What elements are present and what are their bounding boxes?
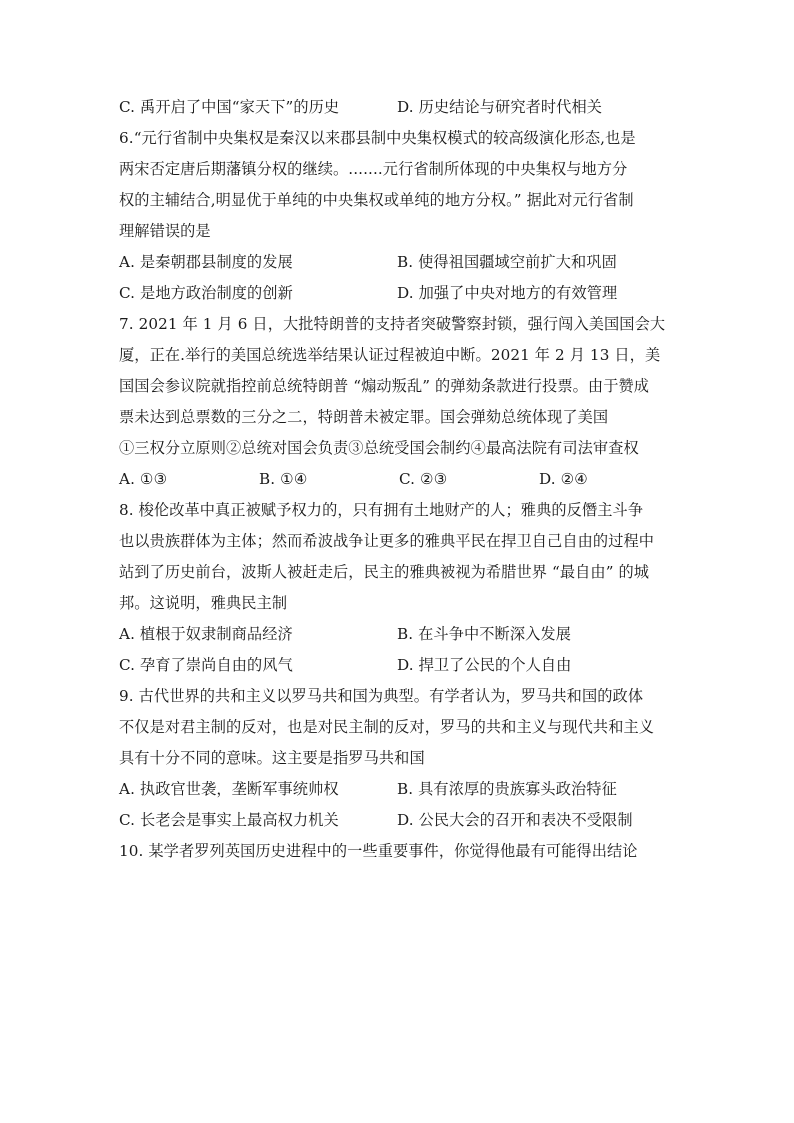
question-8-stem-line: 邦。这说明，雅典民主制 [119,594,288,612]
question-9-stem-line: 9. 古代世界的共和主义以罗马共和国为典型。有学者认为，罗马共和国的政体 [119,687,644,705]
question-9-stem-line: 具有十分不同的意味。这主要是指罗马共和国 [119,749,425,767]
question-9 [119,681,679,836]
question-6-stem-line: 权的主辅结合,明显优于单纯的中央集权或单纯的地方分权。” 据此对元行省制 [119,191,634,209]
question-6 [119,123,679,309]
option-c: C. 长老会是事实上最高权力机关 [119,811,339,829]
option-c: C. 禹开启了中国“家天下”的历史 [119,98,340,116]
question-7-stem-line: 票未达到总票数的三分之二，特朗普未被定罪。国会弹劾总统体现了美国 [119,408,609,426]
question-8 [119,495,679,681]
option-c: C. 是地方政治制度的创新 [119,284,293,302]
question-7-stem-line: 国国会参议院就指控前总统特朗普 “煽动叛乱” 的弹劾条款进行投票。由于赞成 [119,377,650,395]
question-8-stem-line: 站到了历史前台，波斯人被赶走后，民主的雅典被视为希腊世界 “最自由” 的城 [119,563,650,581]
option-c: C. ②③ [399,470,448,488]
option-a: A. ①③ [119,470,168,488]
option-b: B. 使得祖国疆域空前扩大和巩固 [397,253,617,271]
question-10-stem-line: 10. 某学者罗列英国历史进程中的一些重要事件，你觉得他最有可能得出结论 [119,842,638,860]
option-d: D. 捍卫了公民的个人自由 [397,656,572,674]
question-8-options-ab [119,619,679,650]
prev-question-options [119,92,679,123]
question-9-stem-line: 不仅是对君主制的反对，也是对民主制的反对，罗马的共和主义与现代共和主义 [119,718,655,736]
option-c: C. 孕育了崇尚自由的风气 [119,656,293,674]
option-b: B. 在斗争中不断深入发展 [397,625,571,643]
question-10 [119,836,679,867]
option-d: D. 加强了中央对地方的有效管理 [397,284,618,302]
exam-page [119,92,679,867]
question-7 [119,309,679,495]
option-a: A. 是秦朝郡县制度的发展 [119,253,293,271]
option-d: D. ②④ [539,470,589,488]
question-6-stem-line: 两宋否定唐后期藩镇分权的继续。.......元行省制所体现的中央集权与地方分 [119,160,628,178]
option-a: A. 执政官世袭，垄断军事统帅权 [119,780,339,798]
question-7-stem-line: 7. 2021 年 1 月 6 日，大批特朗普的支持者突破警察封锁，强行闯入美国国会大 [119,315,666,333]
question-6-stem-line: 6.“元行省制中央集权是秦汉以来郡县制中央集权模式的较高级演化形态,也是 [119,129,636,147]
question-7-options [119,464,679,495]
question-9-options-ab [119,774,679,805]
option-d: D. 历史结论与研究者时代相关 [397,98,603,116]
question-8-stem-line: 也以贵族群体为主体；然而希波战争让更多的雅典平民在捍卫自己自由的过程中 [119,532,655,550]
question-7-stem-line: ①三权分立原则②总统对国会负责③总统受国会制约④最高法院有司法审查权 [119,439,639,457]
question-6-options-cd [119,278,679,309]
question-8-options-cd [119,650,679,681]
question-8-stem-line: 8. 梭伦改革中真正被赋予权力的，只有拥有土地财产的人；雅典的反僭主斗争 [119,501,644,519]
question-7-stem-line: 厦，正在.举行的美国总统选举结果认证过程被迫中断。2021 年 2 月 13 日，美 [119,346,661,364]
option-b: B. ①④ [259,470,308,488]
option-a: A. 植根于奴隶制商品经济 [119,625,293,643]
option-d: D. 公民大会的召开和表决不受限制 [397,811,633,829]
question-6-options-ab [119,247,679,278]
question-6-stem-line: 理解错误的是 [119,222,211,240]
question-9-options-cd [119,805,679,836]
option-b: B. 具有浓厚的贵族寡头政治特征 [397,780,617,798]
